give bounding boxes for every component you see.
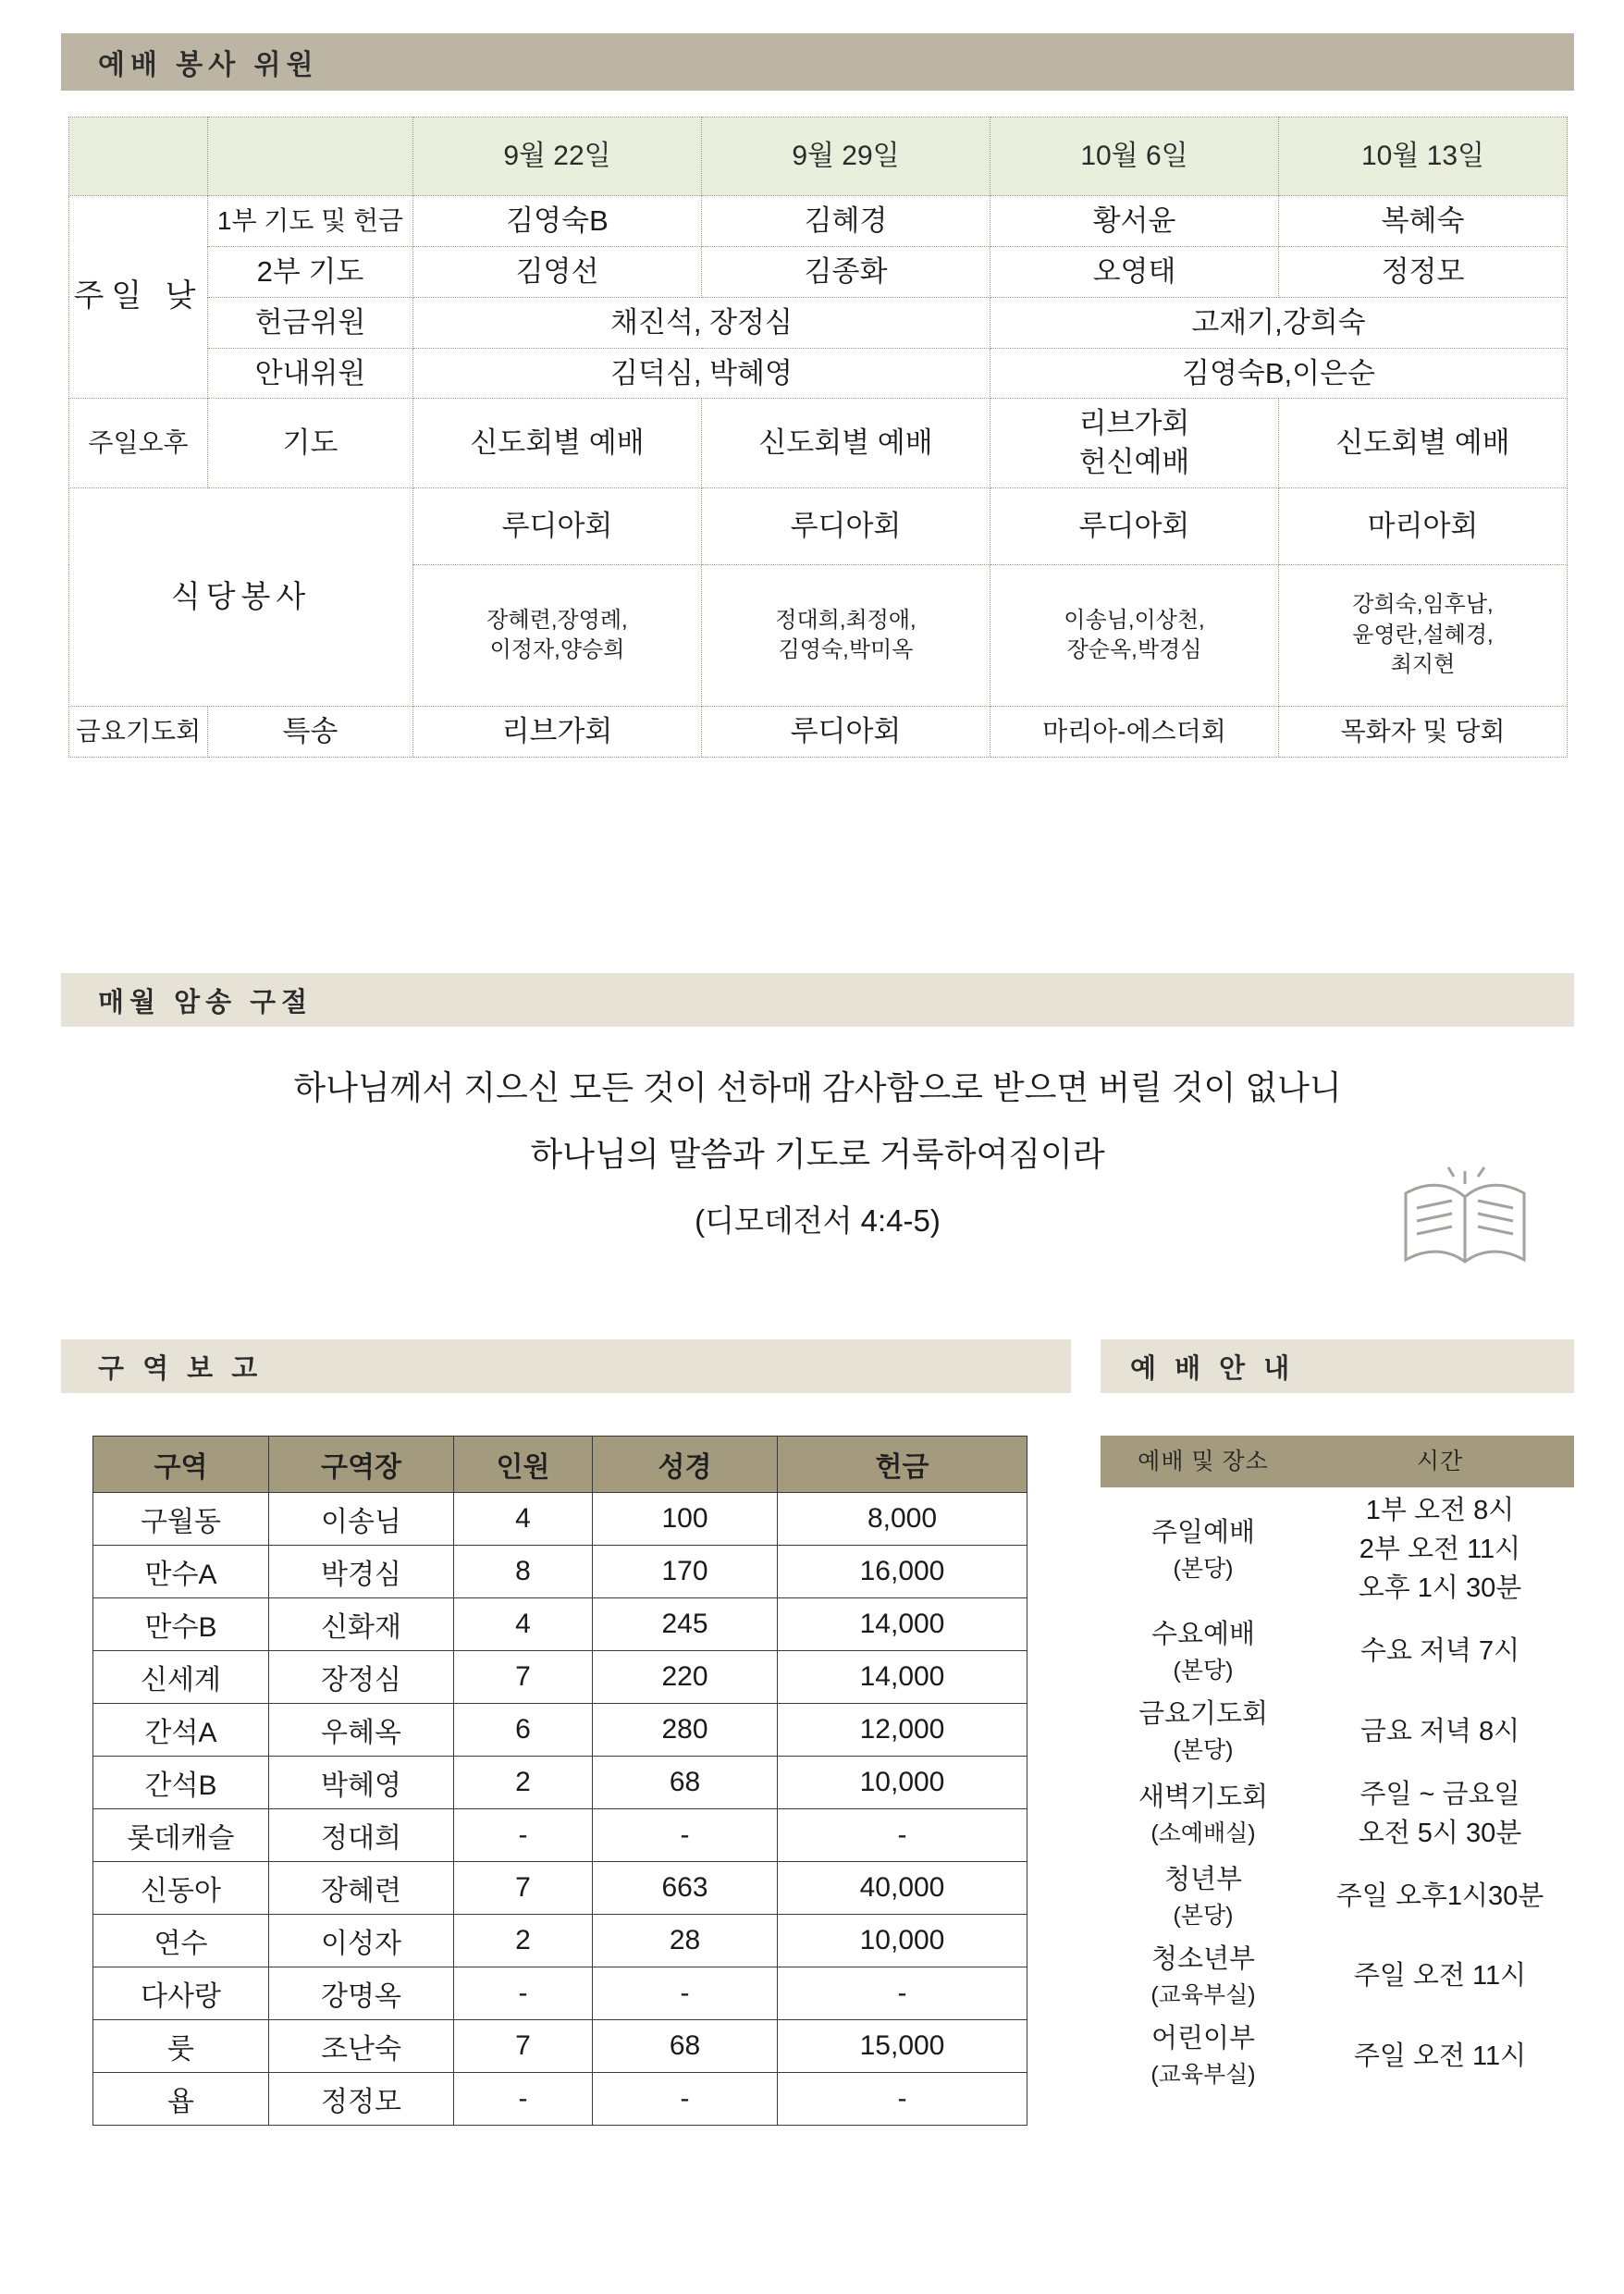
cell-district-offering: 12,000 [778, 1704, 1027, 1757]
cell-district-count: - [454, 1967, 593, 2020]
service-time-cell-4 [1306, 1856, 1574, 1936]
corner-cell-2 [208, 117, 413, 196]
date-header-2: 9월 29일 [702, 117, 990, 196]
service-place: (본당) [1173, 1555, 1234, 1582]
service-name: 청년부 [1163, 1864, 1243, 1894]
cell-r3-c34: 고재기,강희숙 [990, 297, 1568, 348]
service-name-cell-0 [1101, 1487, 1306, 1611]
cell-district-count: - [454, 2073, 593, 2126]
cell-district-count: 6 [454, 1704, 593, 1757]
service-time-cell-6 [1306, 2016, 1574, 2095]
cell-district-bible: 220 [593, 1651, 778, 1704]
section-header-memory-verse: 매월 암송 구절 [61, 973, 1574, 1027]
service-time-1: 금요 저녁 8시 [1359, 1716, 1520, 1746]
cell-district-bible: 280 [593, 1704, 778, 1757]
service-col-time: 시간 [1306, 1436, 1574, 1487]
service-name-cell-1 [1101, 1611, 1306, 1691]
service-place: (본당) [1173, 1902, 1234, 1929]
cell-district-name: 간석A [93, 1704, 269, 1757]
cell-district-name: 다사랑 [93, 1967, 269, 2020]
cell-district-name: 룻 [93, 2020, 269, 2073]
table-row [93, 1809, 1027, 1862]
table-row [93, 1862, 1027, 1915]
service-name: 금요기도회 [1138, 1699, 1269, 1730]
district-report-table-wrapper [92, 1436, 1027, 2126]
list-item [1101, 1487, 1574, 1611]
cell-district-bible: 245 [593, 1598, 778, 1651]
cell-district-offering: 16,000 [778, 1546, 1027, 1598]
service-time-1: 주일 오전 11시 [1353, 1961, 1527, 1992]
section-header-service-guide: 예 배 안 내 [1101, 1339, 1574, 1393]
cell-meal-group-2: 루디아회 [702, 488, 990, 565]
list-item [1101, 1611, 1574, 1691]
service-name-cell-4 [1101, 1856, 1306, 1936]
cell-meal-members-3: 이송님,이상천, 장순옥,박경심 [990, 565, 1279, 707]
cell-r2-c2: 김종화 [702, 246, 990, 297]
row-group-sunday-day: 주일 낮 [69, 196, 208, 399]
table-row-header [93, 1437, 1027, 1493]
service-name-cell-3 [1101, 1771, 1306, 1856]
cell-district-offering: 14,000 [778, 1651, 1027, 1704]
service-time-1: 1부 오전 8시 [1365, 1496, 1515, 1525]
service-time-2: 오전 5시 30분 [1358, 1818, 1522, 1848]
cell-district-leader: 신화재 [269, 1598, 454, 1651]
row-label-usher-committee: 안내위원 [208, 348, 413, 399]
cell-district-name: 만수B [93, 1598, 269, 1651]
table-row [69, 297, 1568, 348]
verse-line-1: 하나님께서 지으신 모든 것이 선하매 감사함으로 받으면 버릴 것이 없나니 [293, 1068, 1342, 1106]
district-col-bible: 성경 [593, 1437, 778, 1493]
cell-district-leader: 이성자 [269, 1915, 454, 1967]
service-time-cell-2 [1306, 1691, 1574, 1770]
service-time-3: 오후 1시 30분 [1358, 1573, 1522, 1604]
cell-district-leader: 박경심 [269, 1546, 454, 1598]
table-row [69, 348, 1568, 399]
section-header-district-report: 구 역 보 고 [61, 1339, 1071, 1393]
table-row [93, 1493, 1027, 1546]
corner-cell [69, 117, 208, 196]
cell-district-bible: 68 [593, 1757, 778, 1809]
service-time-cell-1 [1306, 1611, 1574, 1691]
row-label-second-prayer: 2부 기도 [208, 246, 413, 297]
service-time-cell-0 [1306, 1487, 1574, 1611]
cell-district-leader: 정정모 [269, 2073, 454, 2126]
cell-district-offering: 14,000 [778, 1598, 1027, 1651]
cell-meal-group-3: 루디아회 [990, 488, 1279, 565]
cell-district-offering: 8,000 [778, 1493, 1027, 1546]
verse-line-2: 하나님의 말씀과 기도로 거룩하여짐이라 [530, 1135, 1105, 1173]
cell-r3-c12: 채진석, 장정심 [413, 297, 990, 348]
cell-district-count: 2 [454, 1915, 593, 1967]
cell-district-leader: 장혜련 [269, 1862, 454, 1915]
cell-district-leader: 박혜영 [269, 1757, 454, 1809]
row-label-first-prayer-offering: 1부 기도 및 헌금 [208, 196, 413, 247]
cell-district-name: 만수A [93, 1546, 269, 1598]
cell-district-leader: 장정심 [269, 1651, 454, 1704]
table-row [93, 1704, 1027, 1757]
list-item [1101, 1771, 1574, 1856]
table-row-header [1101, 1436, 1574, 1487]
table-row [69, 246, 1568, 297]
cell-district-count: 4 [454, 1493, 593, 1546]
table-row [93, 2020, 1027, 2073]
service-guide-table [1101, 1436, 1574, 2096]
cell-prayer-c3 [990, 399, 1279, 488]
cell-district-bible: - [593, 2073, 778, 2126]
district-col-offering: 헌금 [778, 1437, 1027, 1493]
date-header-4: 10월 13일 [1279, 117, 1568, 196]
cell-r1-c3: 황서윤 [990, 196, 1279, 247]
service-name: 새벽기도회 [1138, 1782, 1269, 1812]
table-row [93, 1651, 1027, 1704]
service-name: 청소년부 [1150, 1944, 1256, 1975]
table-row [93, 1757, 1027, 1809]
cell-district-leader: 이송님 [269, 1493, 454, 1546]
cell-district-name: 간석B [93, 1757, 269, 1809]
district-col-count: 인원 [454, 1437, 593, 1493]
cell-r1-c1: 김영숙B [413, 196, 702, 247]
cell-prayer-c2: 신도회별 예배 [702, 399, 990, 488]
cell-district-offering: - [778, 1809, 1027, 1862]
memory-verse-block [61, 1054, 1574, 1240]
district-col-leader: 구역장 [269, 1437, 454, 1493]
service-time-2: 2부 오전 11시 [1359, 1535, 1521, 1565]
cell-district-name: 롯데캐슬 [93, 1809, 269, 1862]
cell-district-bible: 100 [593, 1493, 778, 1546]
cell-district-leader: 우혜옥 [269, 1704, 454, 1757]
cell-r2-c1: 김영선 [413, 246, 702, 297]
table-row [69, 707, 1568, 758]
cell-r1-c2: 김혜경 [702, 196, 990, 247]
service-time-cell-3 [1306, 1771, 1574, 1856]
section-header-worship: 예배 봉사 위원 [61, 33, 1574, 91]
date-header-3: 10월 6일 [990, 117, 1279, 196]
cell-special-c2: 루디아회 [702, 707, 990, 758]
cell-district-offering: 15,000 [778, 2020, 1027, 2073]
cell-special-c1: 리브가회 [413, 707, 702, 758]
cell-meal-members-1: 장혜련,장영례, 이정자,양승희 [413, 565, 702, 707]
cell-district-name: 연수 [93, 1915, 269, 1967]
table-row [93, 1546, 1027, 1598]
service-name-cell-6 [1101, 2016, 1306, 2095]
cell-r2-c3: 오영태 [990, 246, 1279, 297]
cell-district-count: 7 [454, 2020, 593, 2073]
open-book-icon [1396, 1156, 1535, 1276]
cell-district-count: 7 [454, 1651, 593, 1704]
service-time-1: 주일 오후1시30분 [1335, 1881, 1544, 1911]
cell-district-name: 욥 [93, 2073, 269, 2126]
service-name-cell-5 [1101, 1936, 1306, 2016]
cell-prayer-c3-line1: 리브가회 [1078, 407, 1190, 440]
service-name: 어린이부 [1150, 2024, 1256, 2054]
worship-duty-table-wrapper [68, 117, 1567, 758]
row-label-offering-committee: 헌금위원 [208, 297, 413, 348]
cell-district-leader: 강명옥 [269, 1967, 454, 2020]
cell-district-bible: 28 [593, 1915, 778, 1967]
cell-district-offering: - [778, 1967, 1027, 2020]
cell-district-bible: - [593, 1809, 778, 1862]
row-label-prayer: 기도 [208, 399, 413, 488]
service-place: (교육부실) [1150, 1982, 1256, 2009]
service-time-cell-5 [1306, 1936, 1574, 2016]
district-col-name: 구역 [93, 1437, 269, 1493]
cell-prayer-c3-line2: 헌신예배 [1078, 446, 1190, 479]
cell-district-count: - [454, 1809, 593, 1862]
verse-reference: (디모데전서 4:4-5) [695, 1203, 941, 1238]
list-item [1101, 1856, 1574, 1936]
table-row [69, 196, 1568, 247]
cell-district-offering: 10,000 [778, 1757, 1027, 1809]
table-row-header [69, 117, 1568, 196]
cell-district-leader: 조난숙 [269, 2020, 454, 2073]
cell-r4-c12: 김덕심, 박혜영 [413, 348, 990, 399]
service-time-1: 수요 저녁 7시 [1359, 1636, 1520, 1667]
cell-district-name: 구월동 [93, 1493, 269, 1546]
cell-meal-members-2: 정대희,최정애, 김영숙,박미옥 [702, 565, 990, 707]
cell-district-bible: 170 [593, 1546, 778, 1598]
cell-r1-c4: 복혜숙 [1279, 196, 1568, 247]
row-group-friday-prayer: 금요기도회 [69, 707, 208, 758]
cell-meal-group-4: 마리아회 [1279, 488, 1568, 565]
cell-district-bible: 68 [593, 2020, 778, 2073]
cell-special-c3: 마리아-에스더회 [990, 707, 1279, 758]
cell-district-offering: 40,000 [778, 1862, 1027, 1915]
list-item [1101, 1936, 1574, 2016]
cell-district-bible: - [593, 1967, 778, 2020]
cell-district-bible: 663 [593, 1862, 778, 1915]
cell-district-offering: 10,000 [778, 1915, 1027, 1967]
service-place: (본당) [1173, 1658, 1234, 1684]
table-row [69, 488, 1568, 565]
table-row [93, 2073, 1027, 2126]
table-row [93, 1598, 1027, 1651]
table-row [93, 1967, 1027, 2020]
service-place: (교육부실) [1150, 2062, 1256, 2089]
cell-prayer-c1: 신도회별 예배 [413, 399, 702, 488]
cell-prayer-c4: 신도회별 예배 [1279, 399, 1568, 488]
cell-district-name: 신동아 [93, 1862, 269, 1915]
table-row [69, 399, 1568, 488]
service-place: (소예배실) [1150, 1819, 1256, 1846]
cell-district-offering: - [778, 2073, 1027, 2126]
district-report-table [92, 1436, 1027, 2126]
cell-special-c4: 목화자 및 당회 [1279, 707, 1568, 758]
worship-duty-table [68, 117, 1568, 758]
row-label-special-song: 특송 [208, 707, 413, 758]
table-row [93, 1915, 1027, 1967]
service-time-1: 주일 오전 11시 [1353, 2041, 1527, 2071]
row-group-meal-service: 식당봉사 [69, 488, 413, 707]
cell-district-count: 7 [454, 1862, 593, 1915]
date-header-1: 9월 22일 [413, 117, 702, 196]
service-time-1: 주일 ~ 금요일 [1359, 1779, 1520, 1809]
service-col-place: 예배 및 장소 [1101, 1436, 1306, 1487]
cell-district-count: 2 [454, 1757, 593, 1809]
cell-district-count: 8 [454, 1546, 593, 1598]
district-table-body [93, 1493, 1027, 2126]
cell-district-leader: 정대희 [269, 1809, 454, 1862]
cell-meal-group-1: 루디아회 [413, 488, 702, 565]
cell-r2-c4: 정정모 [1279, 246, 1568, 297]
service-name: 수요예배 [1150, 1620, 1256, 1650]
list-item [1101, 1691, 1574, 1770]
cell-meal-members-4: 강희숙,임후남, 윤영란,설혜경, 최지현 [1279, 565, 1568, 707]
list-item [1101, 2016, 1574, 2095]
service-guide-table-wrapper [1101, 1436, 1574, 2096]
service-place: (본당) [1173, 1737, 1234, 1764]
cell-district-count: 4 [454, 1598, 593, 1651]
cell-district-name: 신세계 [93, 1651, 269, 1704]
service-name: 주일예배 [1150, 1517, 1256, 1548]
service-name-cell-2 [1101, 1691, 1306, 1770]
row-group-sunday-afternoon: 주일오후 [69, 399, 208, 488]
cell-r4-c34: 김영숙B,이은순 [990, 348, 1568, 399]
